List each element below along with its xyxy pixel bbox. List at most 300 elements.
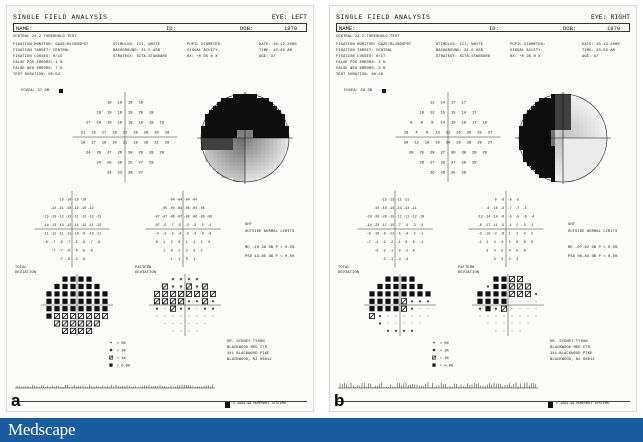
sens-value: 12 bbox=[414, 141, 419, 146]
gray-cell bbox=[547, 126, 551, 130]
td-value: -14 bbox=[365, 222, 372, 227]
gray-cell bbox=[543, 106, 547, 110]
tdp-cell bbox=[379, 315, 381, 317]
gray-cell bbox=[535, 150, 539, 154]
pdp-cell bbox=[196, 285, 198, 287]
gray-cell bbox=[567, 170, 571, 174]
pd-value: 1 bbox=[200, 248, 203, 253]
tdp-cell bbox=[78, 328, 83, 333]
gray-cell bbox=[277, 158, 281, 162]
gray-cell bbox=[265, 162, 269, 166]
pd-value: 2 bbox=[486, 239, 489, 244]
sens-value: 19 bbox=[138, 121, 144, 126]
sens-value: 20 bbox=[112, 141, 117, 146]
gray-cell bbox=[583, 102, 587, 106]
gray-cell bbox=[209, 122, 213, 126]
pdp-cell bbox=[180, 278, 182, 280]
gray-cell bbox=[281, 146, 285, 150]
eye-label: EYE: LEFT bbox=[271, 14, 307, 21]
gray-cell bbox=[587, 122, 591, 126]
gray-cell bbox=[547, 138, 551, 142]
tdp-cell bbox=[94, 306, 99, 311]
gray-cell bbox=[269, 130, 273, 134]
td-value: -20 bbox=[380, 214, 387, 219]
tdp-cell bbox=[78, 306, 83, 311]
gray-cell bbox=[249, 142, 253, 146]
td-value: -13 bbox=[50, 222, 57, 227]
pdp-cell bbox=[170, 291, 175, 296]
pdp-cell bbox=[517, 291, 522, 296]
gray-cell bbox=[233, 138, 237, 142]
td-value: -10 bbox=[72, 197, 79, 202]
gray-cell bbox=[237, 174, 241, 178]
gray-cell bbox=[583, 162, 587, 166]
gray-cell bbox=[555, 154, 559, 158]
gray-cell bbox=[567, 146, 571, 150]
pd-value: 5 bbox=[516, 248, 519, 253]
pd-value: 4 bbox=[493, 248, 496, 253]
gray-cell bbox=[265, 110, 269, 114]
gray-cell bbox=[261, 158, 265, 162]
pd-value: -7 bbox=[507, 205, 512, 210]
pdp-cell bbox=[535, 316, 536, 317]
col2 bbox=[436, 44, 490, 62]
gray-cell bbox=[543, 118, 547, 122]
gray-cell bbox=[237, 98, 241, 102]
pdp-cell bbox=[511, 330, 512, 331]
pd-value: -07 bbox=[153, 222, 160, 227]
pd-value: 2 bbox=[508, 256, 511, 261]
pdp-cell bbox=[202, 291, 207, 296]
gray-cell bbox=[583, 106, 587, 110]
gray-cell bbox=[531, 106, 535, 110]
gray-cell bbox=[567, 126, 571, 130]
td-value: -11 bbox=[95, 231, 102, 236]
gray-cell bbox=[539, 150, 543, 154]
gray-cell bbox=[261, 118, 265, 122]
gray-cell bbox=[587, 146, 591, 150]
pdp-cell bbox=[180, 285, 182, 287]
gray-cell bbox=[237, 170, 241, 174]
gray-cell bbox=[269, 118, 273, 122]
gray-cell bbox=[543, 114, 547, 118]
td-value: -13 bbox=[395, 205, 402, 210]
gray-cell bbox=[237, 138, 241, 142]
sens-value: 19 bbox=[106, 121, 112, 126]
pd-value: -3 bbox=[199, 231, 204, 236]
acuity: VISUAL ACUITY: bbox=[187, 49, 220, 53]
gray-cell bbox=[539, 122, 543, 126]
gray-cell bbox=[543, 126, 547, 130]
gray-cell bbox=[579, 166, 583, 170]
gray-cell bbox=[221, 118, 225, 122]
gray-cell bbox=[241, 106, 245, 110]
gray-cell bbox=[559, 102, 563, 106]
gray-cell bbox=[563, 154, 567, 158]
fixation-target: FIXATION TARGET: CENTRAL bbox=[13, 49, 70, 53]
pd-value: 0 bbox=[178, 239, 181, 244]
gray-cell bbox=[257, 166, 261, 170]
gray-cell bbox=[519, 134, 523, 138]
tdp-cell bbox=[369, 299, 374, 304]
gray-cell bbox=[261, 106, 265, 110]
gray-cell bbox=[249, 150, 253, 154]
pd-value: -5 bbox=[177, 222, 182, 227]
pdp-cell bbox=[188, 330, 189, 331]
gray-cell bbox=[205, 150, 209, 154]
gray-cell bbox=[587, 166, 591, 170]
psd-value: PSD 13.85 DB P < 0.5% bbox=[245, 255, 295, 259]
pdp-cell bbox=[503, 316, 504, 317]
tdp-cell bbox=[62, 328, 67, 333]
gray-cell bbox=[539, 170, 543, 174]
gray-cell bbox=[527, 130, 531, 134]
gray-cell bbox=[237, 150, 241, 154]
pd-value: -4 bbox=[485, 205, 490, 210]
sens-value: 18 bbox=[143, 141, 149, 146]
sens-value: 21 bbox=[122, 131, 128, 136]
tdp-cell bbox=[70, 299, 75, 304]
gray-cell bbox=[265, 146, 269, 150]
sens-value: 14 bbox=[440, 121, 446, 126]
gray-cell bbox=[217, 154, 221, 158]
td-value: -5 bbox=[396, 231, 401, 236]
gray-cell bbox=[217, 122, 221, 126]
gray-cell bbox=[523, 142, 527, 146]
gray-cell bbox=[249, 130, 253, 134]
gray-cell bbox=[595, 150, 599, 154]
sens-value: 27 bbox=[487, 141, 493, 146]
gray-cell bbox=[253, 106, 257, 110]
patient-name-box bbox=[336, 23, 630, 32]
pd-value: -07 bbox=[161, 214, 168, 219]
gray-cell bbox=[567, 134, 571, 138]
td-value: -10 bbox=[80, 205, 87, 210]
tdp-cell bbox=[409, 291, 414, 296]
gray-cell bbox=[261, 142, 265, 146]
gray-cell bbox=[273, 138, 277, 142]
pd-value: -07 bbox=[153, 214, 160, 219]
pd-value: 3 bbox=[516, 256, 519, 261]
sens-value: 19 bbox=[133, 131, 138, 136]
gray-cell bbox=[225, 110, 229, 114]
gray-cell bbox=[225, 114, 229, 118]
pattern-deviation-probability-map bbox=[470, 274, 546, 336]
gray-cell bbox=[249, 106, 253, 110]
gray-cell bbox=[225, 118, 229, 122]
gray-cell bbox=[559, 150, 563, 154]
pd-value: -2 bbox=[162, 231, 167, 236]
col2 bbox=[113, 44, 167, 62]
pdp-cell bbox=[503, 330, 504, 331]
tdp-cell bbox=[425, 291, 430, 296]
visual-field-report-left bbox=[6, 5, 314, 412]
sens-value: 12 bbox=[429, 101, 435, 106]
gray-cell bbox=[583, 122, 587, 126]
tdp-cell bbox=[401, 291, 406, 296]
tdp-cell bbox=[46, 306, 51, 311]
gray-cell bbox=[559, 122, 563, 126]
gray-cell bbox=[579, 142, 583, 146]
td-value: -12 bbox=[80, 214, 87, 219]
md-value: MD -07.62 DB P < 0.5% bbox=[568, 246, 618, 250]
pd-value: -7 bbox=[515, 205, 520, 210]
gray-cell bbox=[209, 154, 213, 158]
tdp-cell bbox=[54, 299, 59, 304]
td-value: -3 bbox=[374, 248, 379, 253]
gray-cell bbox=[567, 98, 571, 102]
gray-cell bbox=[257, 118, 261, 122]
sens-value: 20 bbox=[138, 111, 144, 116]
pdp-cell bbox=[162, 291, 167, 296]
pupil: PUPIL DIAMETER: bbox=[510, 43, 546, 47]
pdp-cell bbox=[495, 330, 496, 331]
pd-value: 1 bbox=[178, 256, 181, 261]
pd-value: 6 bbox=[523, 248, 526, 253]
sens-value: 19 bbox=[461, 121, 467, 126]
gray-cell bbox=[217, 126, 221, 130]
gray-cell bbox=[241, 98, 245, 102]
sens-value: 18 bbox=[138, 101, 144, 106]
gray-cell bbox=[253, 138, 257, 142]
gray-cell bbox=[245, 98, 249, 102]
sens-value: 4 bbox=[415, 131, 418, 136]
gray-cell bbox=[261, 102, 265, 106]
gray-cell bbox=[217, 110, 221, 114]
pd-value: -06 bbox=[191, 214, 198, 219]
fixation-monitor: FIXATION MONITOR: GAZE/BLINDSPOT bbox=[13, 43, 89, 47]
td-value: -10 bbox=[373, 205, 380, 210]
gray-cell bbox=[229, 102, 233, 106]
sens-value: 14 bbox=[461, 111, 467, 116]
pdp-cell bbox=[535, 293, 537, 295]
gray-cell bbox=[543, 162, 547, 166]
td-value: -7 bbox=[58, 256, 63, 261]
gray-cell bbox=[245, 154, 249, 158]
gray-cell bbox=[265, 154, 269, 158]
pdp-cell bbox=[212, 300, 214, 302]
pdp-cell bbox=[501, 306, 506, 311]
gray-cell bbox=[571, 158, 575, 162]
gray-cell bbox=[257, 114, 261, 118]
gray-cell bbox=[583, 138, 587, 142]
pdp-cell bbox=[154, 299, 159, 304]
gray-cell bbox=[543, 158, 547, 162]
tdp-cell bbox=[393, 277, 398, 282]
doctor-city: BLACKWOOD, NJ 08012 bbox=[550, 358, 595, 362]
sens-value: 26 bbox=[466, 131, 472, 136]
gray-cell bbox=[209, 134, 213, 138]
tdp-cell bbox=[94, 291, 99, 296]
gray-cell bbox=[559, 126, 563, 130]
gray-cell bbox=[229, 166, 233, 170]
pd-value: -9 bbox=[500, 222, 505, 227]
tdp-cell bbox=[385, 291, 390, 296]
td-value: -14 bbox=[388, 205, 395, 210]
gray-cell bbox=[579, 126, 583, 130]
gray-cell bbox=[213, 162, 217, 166]
legend-label: < 0.5% bbox=[440, 364, 453, 369]
gray-cell bbox=[555, 110, 559, 114]
gray-cell bbox=[269, 122, 273, 126]
sens-value: 28 bbox=[466, 141, 472, 146]
gray-cell bbox=[551, 174, 555, 178]
gray-cell bbox=[257, 146, 261, 150]
sens-value: 19 bbox=[424, 141, 430, 146]
gaze-tracking-trace bbox=[338, 378, 538, 394]
gray-cell bbox=[225, 154, 229, 158]
doctor-street: 341 BLACKWOOD PIKE bbox=[227, 352, 270, 356]
gray-cell bbox=[221, 134, 225, 138]
gray-cell bbox=[599, 142, 603, 146]
gray-cell bbox=[559, 162, 563, 166]
tdp-cell bbox=[70, 314, 75, 319]
pd-value: -06 bbox=[206, 214, 213, 219]
td-value: -3 bbox=[411, 222, 416, 227]
gray-cell bbox=[265, 142, 269, 146]
date: DATE: 10-12-2000 bbox=[582, 43, 620, 47]
sens-value: 26 bbox=[117, 151, 123, 156]
sens-value: 12 bbox=[429, 111, 435, 116]
gray-cell bbox=[261, 146, 265, 150]
gray-cell bbox=[249, 110, 253, 114]
gray-cell bbox=[209, 118, 213, 122]
pd-value: -8 bbox=[500, 197, 505, 202]
pd-value: -3 bbox=[492, 231, 497, 236]
gray-cell bbox=[559, 146, 563, 150]
gray-cell bbox=[527, 114, 531, 118]
tdp-cell bbox=[94, 321, 99, 326]
legend-label: < 5% bbox=[117, 342, 126, 346]
pd-value: 1 bbox=[508, 231, 511, 236]
gray-cell bbox=[551, 138, 555, 142]
pd-value: -05 bbox=[198, 205, 205, 210]
gray-cell bbox=[229, 110, 233, 114]
td-value: -13 bbox=[65, 214, 72, 219]
sens-value: 28 bbox=[127, 171, 133, 176]
gray-cell bbox=[225, 162, 229, 166]
gray-cell bbox=[583, 154, 587, 158]
gray-cell bbox=[233, 130, 237, 134]
td-value: -11 bbox=[410, 205, 417, 210]
gray-cell bbox=[599, 134, 603, 138]
gray-cell bbox=[551, 170, 555, 174]
sens-value: 17 bbox=[471, 111, 477, 116]
td-value: -6 bbox=[81, 256, 86, 261]
fovea-value: FOVEA: 37 DB bbox=[21, 89, 50, 93]
pd-value: 3 bbox=[486, 248, 489, 253]
gray-cell bbox=[575, 102, 579, 106]
pd-title: PATTERN DEVIATION bbox=[135, 266, 157, 275]
gray-cell bbox=[539, 146, 543, 150]
sens-value: 15 bbox=[440, 111, 446, 116]
pd-value: -5 bbox=[162, 222, 167, 227]
tdp-cell bbox=[102, 299, 107, 304]
gray-cell bbox=[559, 110, 563, 114]
gray-cell bbox=[225, 106, 229, 110]
gray-cell bbox=[591, 106, 595, 110]
tdp-cell bbox=[70, 284, 75, 289]
pattern-deviation-probability-map bbox=[147, 274, 223, 336]
gray-cell bbox=[591, 138, 595, 142]
td-value: -11 bbox=[72, 214, 79, 219]
gray-cell bbox=[583, 146, 587, 150]
visual-field-report-right bbox=[329, 5, 637, 412]
gray-cell bbox=[563, 130, 567, 134]
pd-value: 1 bbox=[178, 248, 181, 253]
td-value: -10 bbox=[80, 197, 87, 202]
gray-cell bbox=[229, 150, 233, 154]
gray-cell bbox=[233, 158, 237, 162]
tdp-cell bbox=[94, 299, 99, 304]
gray-cell bbox=[563, 146, 567, 150]
gray-cell bbox=[205, 130, 209, 134]
tdp-cell bbox=[387, 323, 388, 324]
age: AGE: 37 bbox=[582, 55, 599, 59]
pd-value: 0 bbox=[155, 239, 158, 244]
gray-cell bbox=[229, 118, 233, 122]
gray-cell bbox=[563, 142, 567, 146]
gray-cell bbox=[563, 170, 567, 174]
gray-cell bbox=[241, 150, 245, 154]
gray-cell bbox=[233, 106, 237, 110]
sens-value: 29 bbox=[138, 151, 144, 156]
gray-cell bbox=[535, 110, 539, 114]
pd-value: -05 bbox=[161, 205, 168, 210]
doctor-name: DR. SYDNEY TYSON bbox=[227, 340, 265, 344]
gray-cell bbox=[563, 114, 567, 118]
gray-cell bbox=[265, 150, 269, 154]
gray-cell bbox=[527, 138, 531, 142]
gray-cell bbox=[551, 98, 555, 102]
ght-label: GHT bbox=[568, 223, 576, 227]
tdp-cell bbox=[102, 306, 107, 311]
gray-cell bbox=[209, 138, 213, 142]
pdp-cell bbox=[519, 316, 520, 317]
gray-cell bbox=[531, 158, 535, 162]
gray-cell bbox=[249, 98, 253, 102]
gray-cell bbox=[261, 170, 265, 174]
td-value: -2 bbox=[381, 239, 386, 244]
pdp-cell bbox=[180, 323, 181, 324]
sens-value: 24 bbox=[96, 161, 102, 166]
gray-cell bbox=[213, 166, 217, 170]
td-value: -2 bbox=[389, 239, 394, 244]
gray-cell bbox=[221, 146, 225, 150]
report-title: SINGLE FIELD ANALYSIS bbox=[13, 14, 108, 21]
pdp-cell bbox=[164, 323, 165, 324]
gray-cell bbox=[273, 126, 277, 130]
gray-cell bbox=[221, 142, 225, 146]
gray-cell bbox=[595, 114, 599, 118]
td-value: -4 bbox=[396, 256, 401, 261]
gray-cell bbox=[213, 142, 217, 146]
gray-cell bbox=[531, 130, 535, 134]
gray-cell bbox=[249, 166, 253, 170]
pdp-cell bbox=[493, 299, 498, 304]
gray-cell bbox=[249, 146, 253, 150]
sens-value: 8 bbox=[410, 121, 413, 126]
sens-value: 9 bbox=[425, 131, 429, 136]
gray-cell bbox=[535, 158, 539, 162]
strategy: STRATEGY: SITA-STANDARD bbox=[436, 55, 491, 59]
tdp-cell bbox=[70, 277, 75, 282]
gray-cell bbox=[257, 98, 261, 102]
gray-cell bbox=[273, 110, 277, 114]
gray-cell bbox=[563, 118, 567, 122]
td-value: -17 bbox=[380, 222, 387, 227]
gray-cell bbox=[583, 166, 587, 170]
